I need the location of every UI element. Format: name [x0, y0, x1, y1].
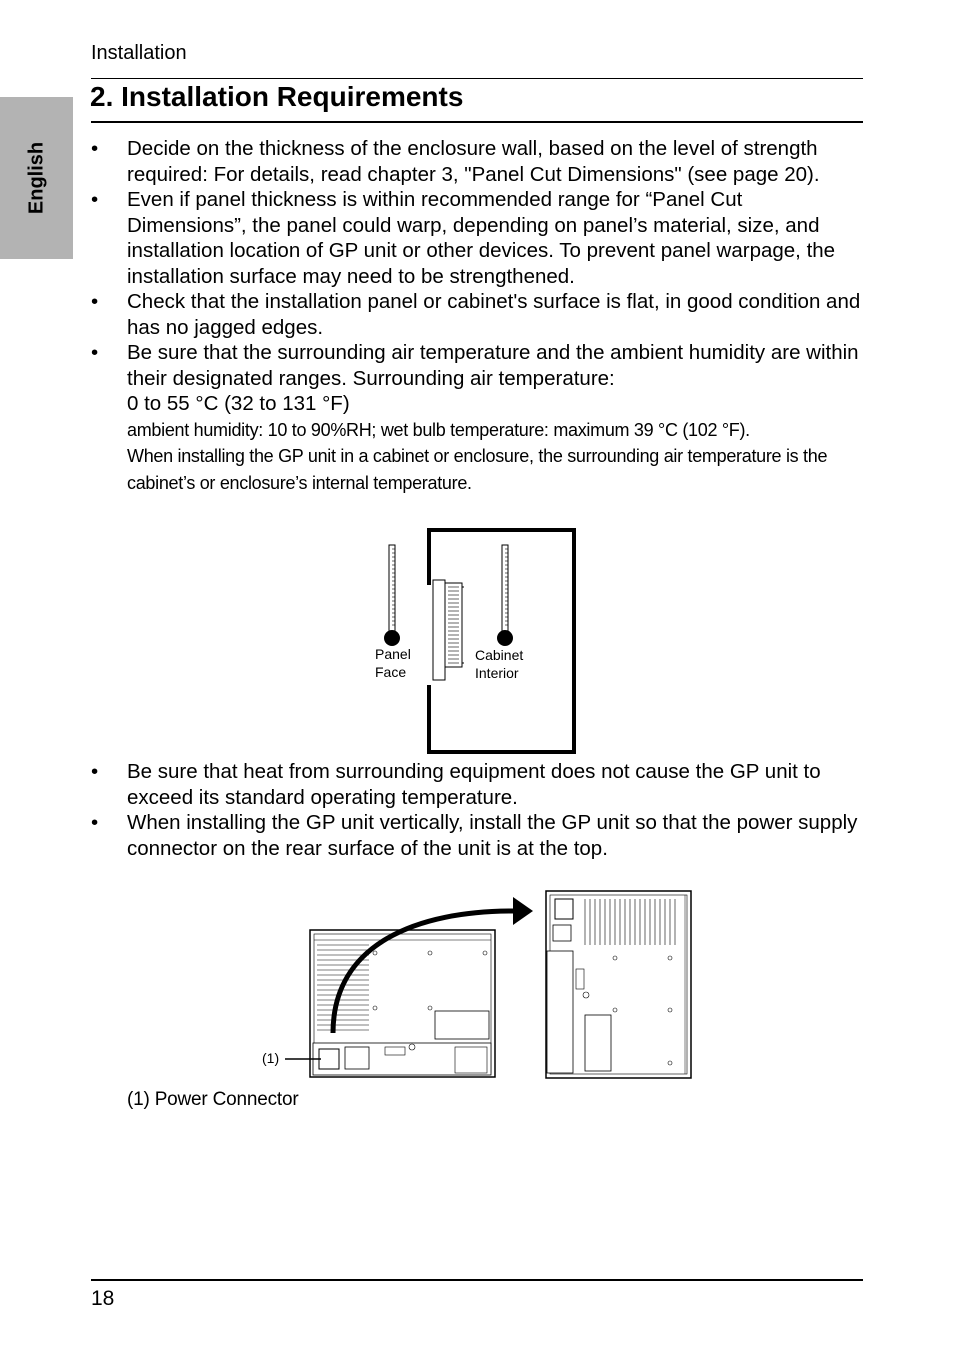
humidity-note: ambient humidity: 10 to 90%RH; wet bulb temperature: maximum 39 °C (102 °F).	[127, 419, 750, 440]
panel-face-label-line1: Panel	[375, 646, 411, 662]
section-title: 2. Installation Requirements	[90, 81, 464, 112]
language-tab	[0, 97, 73, 259]
rotation-figure	[255, 885, 700, 1085]
list-item-text: When installing the GP unit vertically, install the GP unit so that the power supply connector on the rear surface of the unit is at the top.	[127, 811, 858, 860]
footer-rule	[91, 1279, 863, 1281]
cabinet-note: When installing the GP unit in a cabinet or enclosure, the surrounding air temperature is the cabinet’s or enclosure’s internal temperature.	[127, 446, 828, 493]
power-connector-callout: (1)	[262, 1050, 280, 1066]
list-item: • Be sure that heat from surrounding equipment does not cause the GP unit to exceed its standard operating temperature.	[91, 759, 863, 810]
list-item: • Even if panel thickness is within recommended range for “Panel Cut Dimensions”, the panel could warp, depending on panel’s material, size, and installation location of GP unit or other devices. To prevent panel warpage, the installation surface may need to be strengthened.	[91, 187, 863, 289]
figure-caption: (1) Power Connector	[127, 1089, 299, 1110]
cabinet-interior-label-line2: Interior	[475, 665, 519, 681]
list-item-text: Be sure that heat from surrounding equipment does not cause the GP unit to exceed its standard operating temperature.	[127, 760, 821, 809]
list-item: • Decide on the thickness of the enclosure wall, based on the level of strength required: For details, read chapter 3, "Panel Cut Dimensions" (see page 20).	[91, 136, 863, 187]
page-number: 18	[91, 1287, 115, 1310]
language-tab-label: English	[25, 141, 47, 215]
cabinet-interior-label-line1: Cabinet	[475, 647, 524, 663]
list-item-text: Even if panel thickness is within recommended range for “Panel Cut Dimensions”, the panel could warp, depending on panel’s material, size, and installation location of GP unit or other devices. To prevent panel warpage, the installation surface may need to be strengthened.	[127, 188, 836, 288]
list-item: • Be sure that the surrounding air temperature and the ambient humidity are within their designated ranges. Surrounding air temperature: 0 to 55 °C (32 to 131 °F) ambient humidity: 10 to 90%RH; wet bulb temperature: maximum 39 °C (102 °F). When installing the GP unit in a cabinet or enclosure, the surrounding air temperature is the cabinet’s or enclosure’s internal temperature.	[91, 341, 859, 493]
header-rule	[91, 78, 863, 79]
temperature-figure	[360, 525, 590, 761]
title-rule	[91, 121, 863, 123]
list-item-text: Decide on the thickness of the enclosure wall, based on the level of strength required: For details, read chapter 3, "Panel Cut Dimensions" (see page 20).	[127, 137, 820, 186]
running-head: Installation	[91, 42, 187, 64]
panel-face-label-line2: Face	[375, 664, 407, 680]
bullet-list-2	[91, 759, 863, 861]
temperature-range: 0 to 55 °C (32 to 131 °F)	[127, 392, 350, 415]
bullet-list-1	[91, 136, 863, 496]
list-item: • Check that the installation panel or cabinet's surface is flat, in good condition and has no jagged edges.	[91, 289, 863, 340]
arrow-head	[513, 897, 533, 925]
gp-unit-vertical-rear	[546, 891, 691, 1078]
cabinet-interior-thermometer	[497, 545, 513, 646]
panel-face-thermometer	[384, 545, 400, 646]
list-item-text: Be sure that the surrounding air temperature and the ambient humidity are within their designated ranges. Surrounding air temperature:	[127, 341, 859, 390]
gp-unit-side-view	[433, 580, 464, 680]
list-item-text: Check that the installation panel or cabinet's surface is flat, in good condition and has no jagged edges.	[127, 290, 861, 339]
list-item: • When installing the GP unit vertically, install the GP unit so that the power supply connector on the rear surface of the unit is at the top.	[91, 810, 863, 861]
